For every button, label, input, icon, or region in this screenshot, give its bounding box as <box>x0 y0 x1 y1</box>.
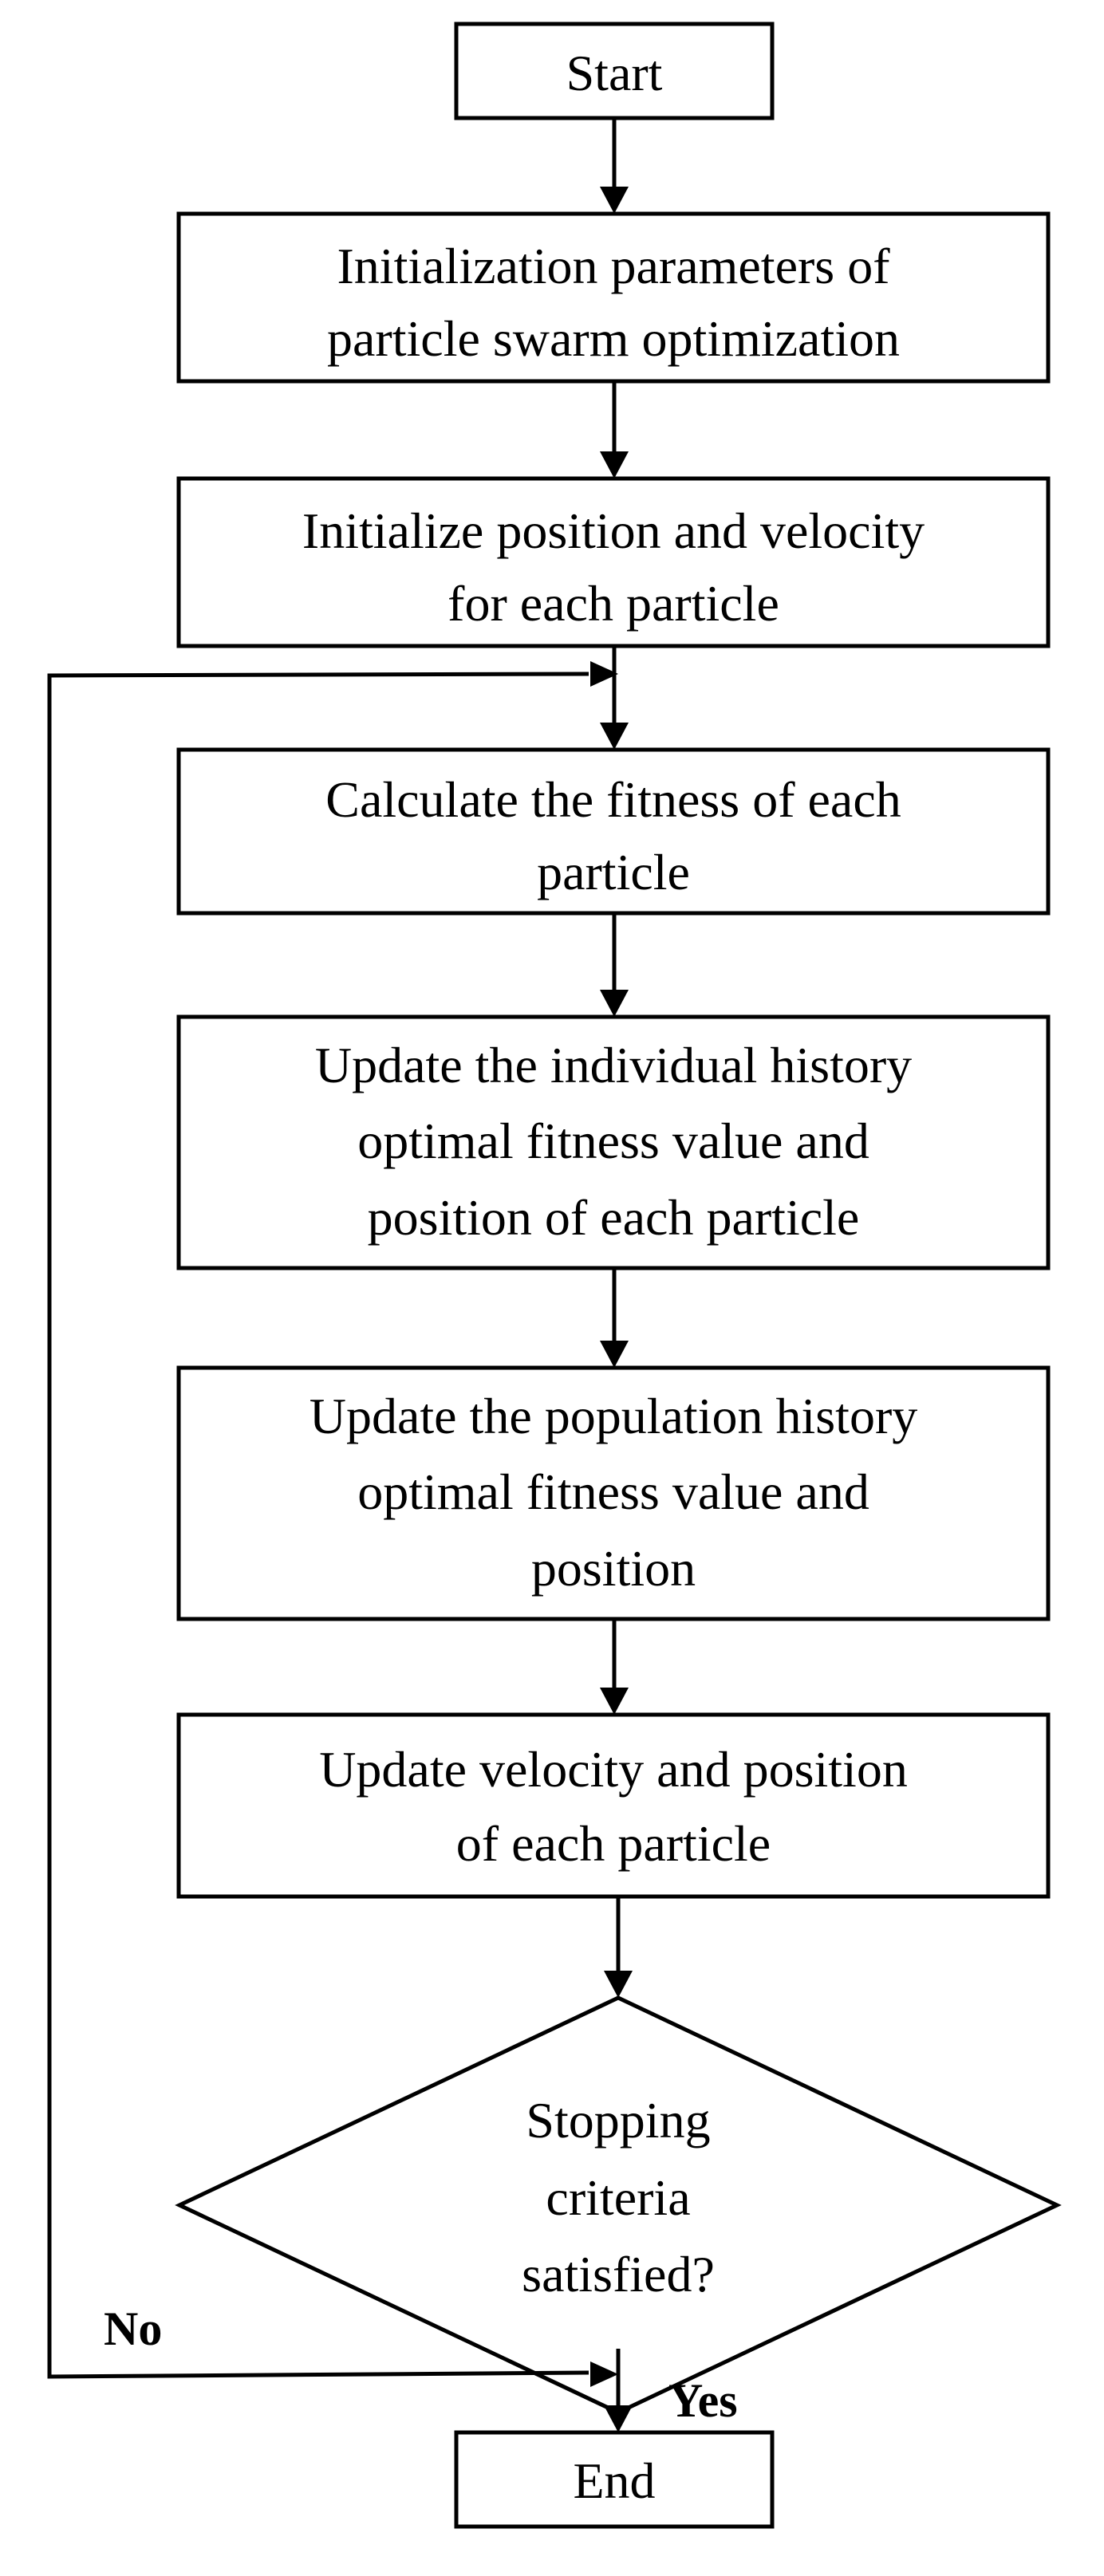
arrow-update-individual-to-update-population <box>600 1268 629 1368</box>
start-node <box>456 24 772 118</box>
update-individual-node <box>179 1017 1048 1268</box>
arrow-calc-fitness-to-update-individual <box>600 913 629 1017</box>
end-node <box>456 2432 772 2527</box>
arrow-init-params-to-init-position <box>600 381 629 479</box>
yes-label: Yes <box>668 2374 738 2427</box>
init-params-line-1: Initialization parameters of <box>337 238 890 294</box>
update-population-node <box>179 1368 1048 1619</box>
update-population-line-1: Update the population history <box>309 1388 918 1444</box>
calc-fitness-node <box>179 750 1048 913</box>
init-position-line-2: for each particle <box>448 575 779 632</box>
init-position-node <box>179 479 1048 646</box>
arrow-init-position-to-calc-fitness <box>600 646 629 750</box>
decision-line-3: satisfied? <box>522 2246 715 2302</box>
init-params-line-2: particle swarm optimization <box>327 310 900 367</box>
update-population-line-2: optimal fitness value and <box>357 1463 869 1520</box>
update-population-line-3: position <box>530 1540 696 1597</box>
init-params-node <box>179 214 1048 381</box>
update-individual-line-3: position of each particle <box>367 1189 860 1246</box>
update-velocity-node <box>179 1715 1048 1897</box>
calc-fitness-line-1: Calculate the fitness of each <box>325 771 901 828</box>
decision-line-2: criteria <box>546 2169 691 2226</box>
arrow-update-velocity-to-decision <box>604 1897 633 1998</box>
calc-fitness-line-2: particle <box>537 844 690 900</box>
no-label: No <box>104 2302 163 2355</box>
start-label: Start <box>566 45 663 101</box>
update-individual-line-2: optimal fitness value and <box>357 1113 869 1169</box>
decision-line-1: Stopping <box>526 2092 711 2149</box>
update-velocity-line-1: Update velocity and position <box>319 1741 908 1798</box>
arrow-update-population-to-update-velocity <box>600 1619 629 1715</box>
update-velocity-line-2: of each particle <box>455 1815 771 1872</box>
arrow-start-to-init-params <box>600 118 629 214</box>
update-individual-line-1: Update the individual history <box>314 1037 913 1093</box>
init-position-line-1: Initialize position and velocity <box>302 502 925 559</box>
end-label: End <box>573 2452 656 2509</box>
